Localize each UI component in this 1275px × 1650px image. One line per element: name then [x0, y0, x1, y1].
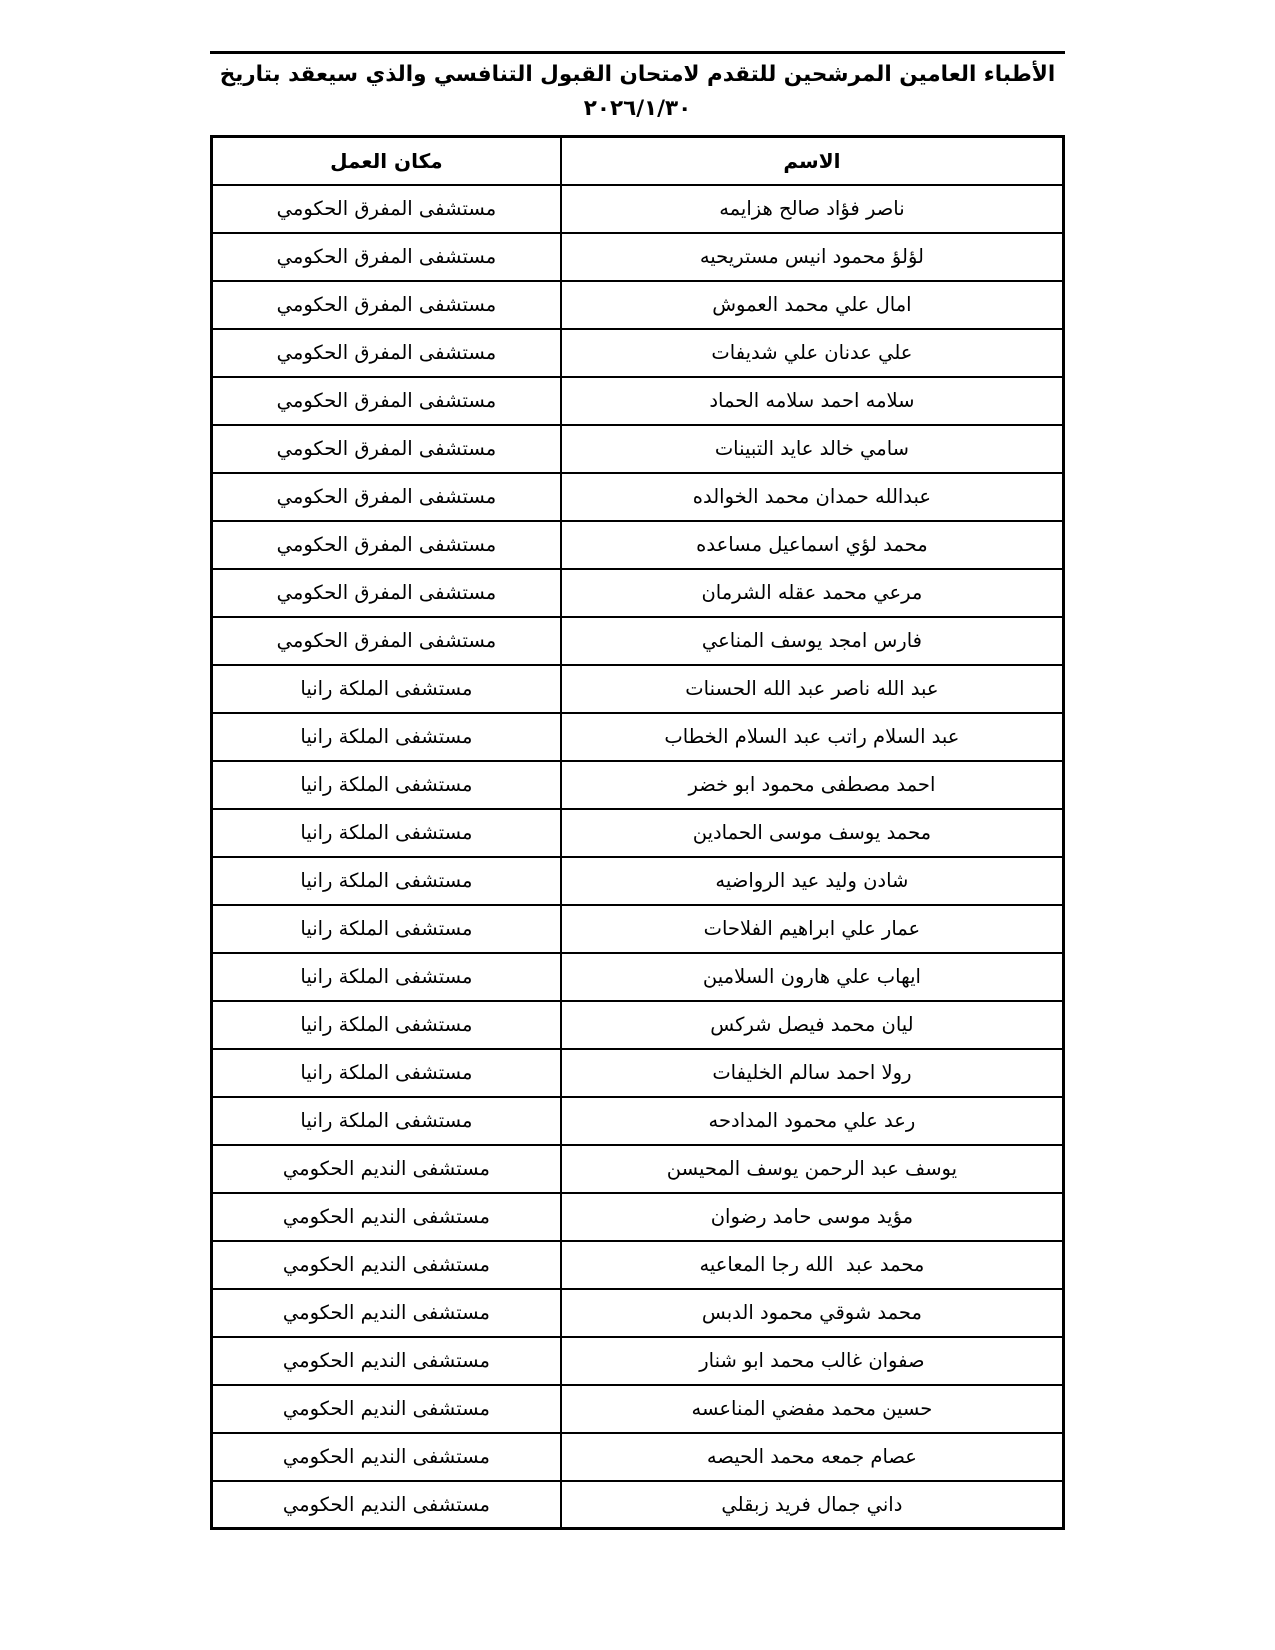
table-row	[212, 281, 1064, 329]
table-row	[212, 521, 1064, 569]
workplace-cell: مستشفى الملكة رانيا	[212, 665, 561, 713]
candidate-name-cell: يوسف عبد الرحمن يوسف المحيسن	[561, 1145, 1064, 1193]
candidate-name-cell: علي عدنان علي شديفات	[561, 329, 1064, 377]
workplace-cell: مستشفى الملكة رانيا	[212, 809, 561, 857]
table-row	[212, 809, 1064, 857]
table-row	[212, 905, 1064, 953]
table-row	[212, 425, 1064, 473]
candidate-name-cell: محمد شوقي محمود الدبس	[561, 1289, 1064, 1337]
candidate-name-cell: امال علي محمد العموش	[561, 281, 1064, 329]
candidate-name-cell: فارس امجد يوسف المناعي	[561, 617, 1064, 665]
table-row	[212, 1193, 1064, 1241]
workplace-cell: مستشفى المفرق الحكومي	[212, 521, 561, 569]
candidate-name-cell: لؤلؤ محمود انيس مستريحيه	[561, 233, 1064, 281]
candidate-name-cell: صفوان غالب محمد ابو شنار	[561, 1337, 1064, 1385]
workplace-cell: مستشفى النديم الحكومي	[212, 1385, 561, 1433]
candidate-name-cell: مرعي محمد عقله الشرمان	[561, 569, 1064, 617]
candidate-name-cell: ايهاب علي هارون السلامين	[561, 953, 1064, 1001]
document-page	[210, 0, 1065, 1530]
table-row	[212, 1001, 1064, 1049]
workplace-cell: مستشفى الملكة رانيا	[212, 1049, 561, 1097]
workplace-cell: مستشفى المفرق الحكومي	[212, 569, 561, 617]
candidate-name-cell: عبد السلام راتب عبد السلام الخطاب	[561, 713, 1064, 761]
workplace-cell: مستشفى النديم الحكومي	[212, 1481, 561, 1529]
workplace-cell: مستشفى الملكة رانيا	[212, 953, 561, 1001]
workplace-cell: مستشفى الملكة رانيا	[212, 1001, 561, 1049]
candidate-name-cell: احمد مصطفى محمود ابو خضر	[561, 761, 1064, 809]
table-row	[212, 1097, 1064, 1145]
workplace-cell: مستشفى النديم الحكومي	[212, 1433, 561, 1481]
workplace-cell: مستشفى المفرق الحكومي	[212, 617, 561, 665]
candidate-name-cell: عبد الله ناصر عبد الله الحسنات	[561, 665, 1064, 713]
workplace-cell: مستشفى المفرق الحكومي	[212, 233, 561, 281]
table-row	[212, 857, 1064, 905]
document-title	[210, 58, 1065, 126]
table-row	[212, 377, 1064, 425]
workplace-cell: مستشفى النديم الحكومي	[212, 1241, 561, 1289]
table-row	[212, 1385, 1064, 1433]
document-title-line1: الأطباء العامين المرشحين للتقدم لامتحان القبول التنافسي والذي سيعقد بتاريخ	[219, 62, 1056, 87]
table-row	[212, 953, 1064, 1001]
workplace-cell: مستشفى الملكة رانيا	[212, 761, 561, 809]
workplace-cell: مستشفى الملكة رانيا	[212, 857, 561, 905]
table-row	[212, 233, 1064, 281]
workplace-cell: مستشفى الملكة رانيا	[212, 1097, 561, 1145]
candidate-name-cell: شادن وليد عيد الرواضيه	[561, 857, 1064, 905]
workplace-cell: مستشفى المفرق الحكومي	[212, 473, 561, 521]
workplace-cell: مستشفى النديم الحكومي	[212, 1289, 561, 1337]
workplace-cell: مستشفى المفرق الحكومي	[212, 281, 561, 329]
table-row	[212, 617, 1064, 665]
candidate-name-cell: عمار علي ابراهيم الفلاحات	[561, 905, 1064, 953]
table-row	[212, 1337, 1064, 1385]
workplace-cell: مستشفى المفرق الحكومي	[212, 377, 561, 425]
candidate-name-cell: عصام جمعه محمد الحيصه	[561, 1433, 1064, 1481]
workplace-cell: مستشفى الملكة رانيا	[212, 713, 561, 761]
table-row	[212, 665, 1064, 713]
candidate-name-cell: حسين محمد مفضي المناعسه	[561, 1385, 1064, 1433]
workplace-cell: مستشفى المفرق الحكومي	[212, 329, 561, 377]
table-row	[212, 1145, 1064, 1193]
table-row	[212, 1481, 1064, 1529]
workplace-cell: مستشفى النديم الحكومي	[212, 1193, 561, 1241]
table-row	[212, 1241, 1064, 1289]
table-row	[212, 1289, 1064, 1337]
candidate-name-cell: مؤيد موسى حامد رضوان	[561, 1193, 1064, 1241]
table-body	[212, 185, 1064, 1529]
candidate-name-cell: سامي خالد عايد التبينات	[561, 425, 1064, 473]
table-row	[212, 185, 1064, 233]
workplace-cell: مستشفى الملكة رانيا	[212, 905, 561, 953]
table-row	[212, 569, 1064, 617]
table-row	[212, 1433, 1064, 1481]
table-row	[212, 761, 1064, 809]
workplace-cell: مستشفى النديم الحكومي	[212, 1145, 561, 1193]
candidate-name-cell: عبدالله حمدان محمد الخوالده	[561, 473, 1064, 521]
top-rule-divider	[210, 51, 1065, 54]
header-workplace: مكان العمل	[212, 137, 561, 185]
candidates-table	[210, 135, 1065, 1530]
table-row	[212, 329, 1064, 377]
candidate-name-cell: ناصر فؤاد صالح هزايمه	[561, 185, 1064, 233]
exam-date: ٢٠٢٦/١/٣٠	[583, 96, 692, 121]
candidate-name-cell: محمد يوسف موسى الحمادين	[561, 809, 1064, 857]
candidate-name-cell: رعد علي محمود المدادحه	[561, 1097, 1064, 1145]
table-row	[212, 713, 1064, 761]
candidate-name-cell: داني جمال فريد زبقلي	[561, 1481, 1064, 1529]
table-row	[212, 473, 1064, 521]
table-row	[212, 1049, 1064, 1097]
candidate-name-cell: سلامه احمد سلامه الحماد	[561, 377, 1064, 425]
table-header-row	[212, 137, 1064, 185]
workplace-cell: مستشفى النديم الحكومي	[212, 1337, 561, 1385]
candidate-name-cell: رولا احمد سالم الخليفات	[561, 1049, 1064, 1097]
candidate-name-cell: محمد لؤي اسماعيل مساعده	[561, 521, 1064, 569]
workplace-cell: مستشفى المفرق الحكومي	[212, 425, 561, 473]
workplace-cell: مستشفى المفرق الحكومي	[212, 185, 561, 233]
candidate-name-cell: محمد عبد الله رجا المعاعيه	[561, 1241, 1064, 1289]
candidate-name-cell: ليان محمد فيصل شركس	[561, 1001, 1064, 1049]
header-name: الاسم	[561, 137, 1064, 185]
